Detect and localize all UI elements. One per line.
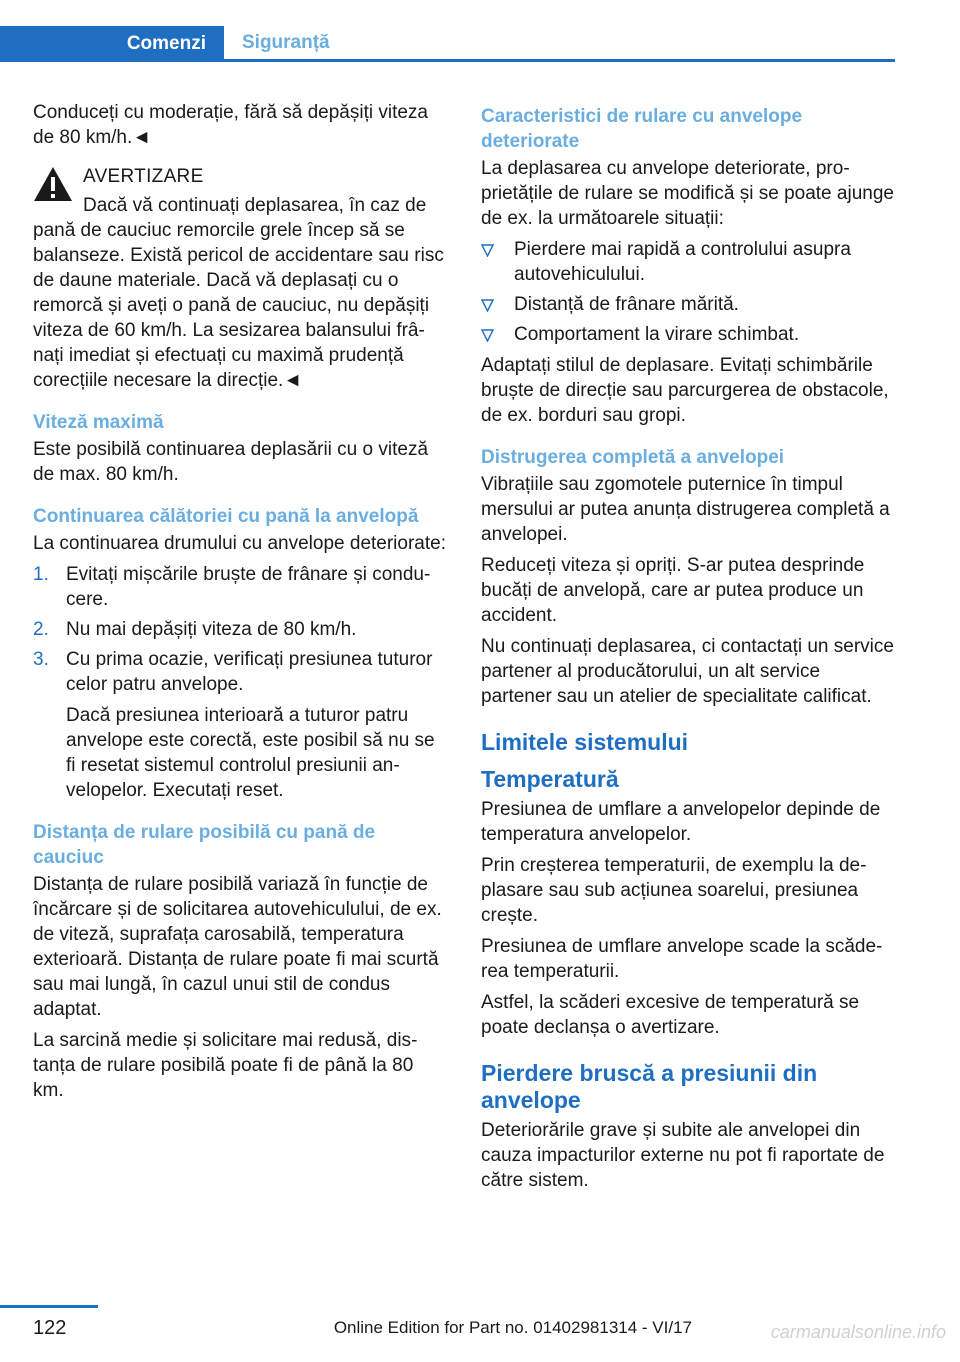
paragraph-adaptati: Adaptați stilul de deplasare. Evitați schimbările bruște de direcție sau parcurgerea de obstacole, de ex. borduri sau gropi. (481, 355, 889, 426)
bullet-list (481, 237, 895, 347)
paragraph-distrugerea-2: Reduceți viteza și opriți. S-ar putea desprinde bucăți de anvelopă, care ar putea produce un accident. (481, 555, 865, 626)
footer-divider (0, 1305, 98, 1308)
right-column (481, 100, 895, 1199)
step-text: Nu mai depășiți viteza de 80 km/h. (66, 619, 357, 640)
list-item (33, 562, 448, 612)
intro-paragraph: Conduceți cu moderație, fără să depășiți viteza de 80 km/h.◄ (33, 102, 428, 148)
paragraph-distrugerea-3: Nu continuați deplasarea, ci contactați un service partener al producătorului, un alt service partener sau un atelier de specialitate calificat. (481, 636, 894, 707)
paragraph-distrugerea-1: Vibrațiile sau zgomotele puternice în timpul mersului ar putea anunța distrugerea completă a anvelopei. (481, 474, 890, 545)
paragraph-temperatura-3: Presiunea de umflare anvelope scade la scăderea temperaturii. (481, 936, 883, 982)
paragraph-temperatura-1: Presiunea de umflare a anvelopelor depinde de temperatura anvelopelor. (481, 799, 881, 845)
list-item (33, 617, 448, 642)
paragraph-distanta-2: La sarcină medie și solicitare mai redusă, distanța de rulare posibilă poate fi de până la 80 km. (33, 1030, 418, 1101)
tab-siguranta[interactable]: Siguranță (242, 31, 330, 53)
heading-caracteristici: Caracteristici de rulare cu anvelope deteriorate (481, 106, 803, 152)
warning-body: Dacă vă continuați deplasarea, în caz de pană de cauciuc remorcile grele încep să se balanseze. Există pericol de accidentare sau risc de daune materiale. Dacă vă deplasați cu o remorcă și aveți o pană de cauciuc, nu depășiți viteza de 60 km/h. La sesizarea balansului frânați imediat și efectuați cu maximă prudență corecțiile necesare la direcție.◄ (33, 195, 444, 391)
paragraph-temperatura-2: Prin creșterea temperaturii, de exemplu la deplasare sau sub acțiunea soarelui, presiunea crește. (481, 855, 867, 926)
list-item (481, 322, 895, 347)
heading-viteza-maxima: Viteză maximă (33, 412, 164, 433)
heading-continuare: Continuarea călătoriei cu pană la anvelopă (33, 506, 419, 527)
steps-list (33, 562, 448, 697)
step-number: 1. (33, 564, 49, 585)
triangle-bullet-icon (481, 329, 494, 342)
warning-title: AVERTIZARE (83, 166, 204, 187)
paragraph-pierdere: Deteriorările grave și subite ale anvelopei din cauza impacturilor externe nu pot fi raportate de către sistem. (481, 1120, 885, 1191)
triangle-bullet-icon (481, 299, 494, 312)
heading-distanta: Distanța de rulare posibilă cu pană de cauciuc (33, 822, 376, 868)
paragraph-caracteristici: La deplasarea cu anvelope deteriorate, proprietățile de rulare se modifică și se poate ajunge de ex. la următoarele situații: (481, 158, 894, 229)
warning-box (33, 164, 448, 393)
page-number: 122 (33, 1317, 67, 1339)
paragraph-continuare: La continuarea drumului cu anvelope deteriorate: (33, 533, 446, 554)
paragraph-distanta-1: Distanța de rulare posibilă variază în funcție de încărcare și de solicitarea autovehiculului, de ex. de viteză, suprafața carosabilă, temperatura exterioară. Distanța de rulare poate fi mai scurtă sau mai lungă, în cazul unui stil de condus adaptat. (33, 874, 442, 1020)
tab-comenzi[interactable]: Comenzi (0, 26, 224, 62)
triangle-bullet-icon (481, 244, 494, 257)
list-item (33, 647, 448, 697)
bullet-text: Pierdere mai rapidă a controlului asupra autovehiculului. (514, 239, 851, 285)
left-column (33, 100, 448, 1109)
bullet-text: Comportament la virare schimbat. (514, 324, 800, 345)
edition-text: Online Edition for Part no. 01402981314 - VI/17 (333, 1318, 692, 1337)
heading-pierdere-brusca: Pierdere bruscă a presiunii din anvelope (481, 1060, 818, 1113)
step-text: Cu prima ocazie, verificați presiunea tuturor celor patru anvelope. (66, 649, 433, 695)
list-item (481, 237, 895, 287)
list-item (481, 292, 895, 317)
step-number: 2. (33, 619, 49, 640)
step3-subparagraph: Dacă presiunea interioară a tuturor patru anvelope este corectă, este posibil să nu se fi resetat sistemul controlul presiunii anvelopelor. Executați reset. (66, 705, 435, 801)
warning-triangle-icon (33, 166, 73, 202)
watermark: carmanualsonline.info (770, 1322, 946, 1342)
step-number: 3. (33, 649, 49, 670)
heading-distrugerea: Distrugerea completă a anvelopei (481, 447, 785, 468)
heading-limitele-sistemului: Limitele sistemului (481, 729, 689, 755)
bullet-text: Distanță de frânare mărită. (514, 294, 739, 315)
header-tabbar (0, 26, 895, 62)
header-divider (0, 59, 895, 62)
paragraph-temperatura-4: Astfel, la scăderi excesive de temperatură se poate declanșa o avertizare. (481, 992, 860, 1038)
paragraph-viteza: Este posibilă continuarea deplasării cu o viteză de max. 80 km/h. (33, 439, 429, 485)
heading-temperatura: Temperatură (481, 766, 619, 792)
step-text: Evitați mișcările bruște de frânare și conducere. (66, 564, 431, 610)
